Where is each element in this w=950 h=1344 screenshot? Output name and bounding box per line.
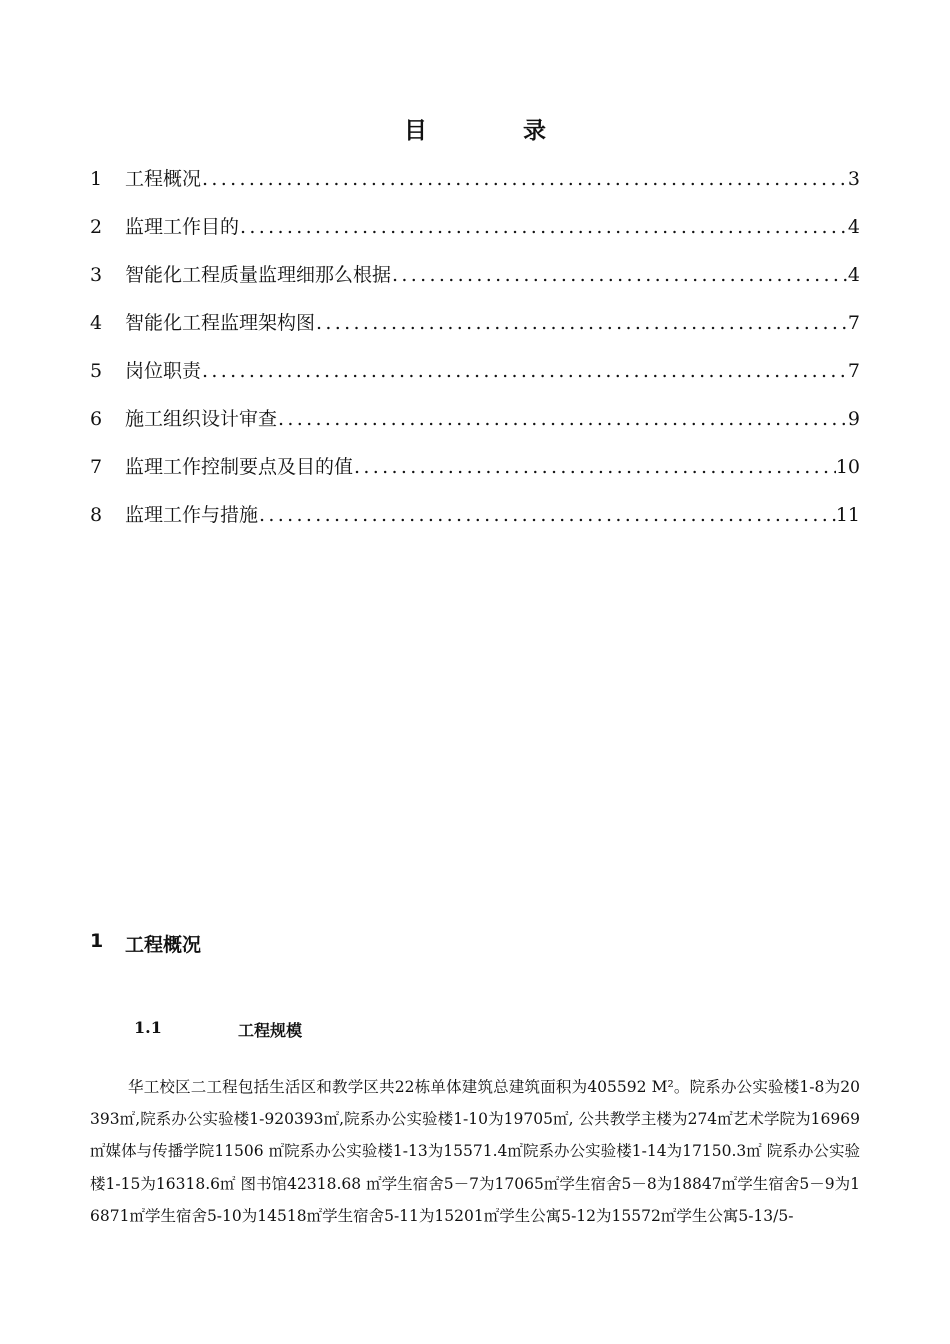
toc-entry-text: 监理工作目的 [125,216,240,238]
toc-entry-8[interactable] [90,498,860,546]
toc-entry-number: 5 [90,360,103,382]
section-title: 工程概况 [125,934,202,956]
toc-entry-page: 4 [847,264,860,286]
section-number: 1 [90,930,104,952]
toc-entry-1[interactable] [90,162,860,210]
toc-dot-leader [240,210,848,244]
subsection-title: 工程规模 [238,1021,303,1040]
subsection-number: 1.1 [134,1018,162,1037]
toc-dot-leader [354,450,836,484]
toc-entry-page: 9 [847,408,860,430]
toc-entry-number: 7 [90,456,103,478]
toc-entry-number: 3 [90,264,103,286]
toc-entry-7[interactable] [90,450,860,498]
toc-dot-leader [202,354,848,388]
toc-entry-page: 7 [847,360,860,382]
toc-title: 目 录 [403,118,590,144]
toc-entry-6[interactable] [90,402,860,450]
toc-dot-leader [316,306,848,340]
toc-entry-page: 4 [847,216,860,238]
toc-dot-leader [392,258,848,292]
section-heading [90,930,201,957]
toc-entry-text: 工程概况 [125,168,202,190]
toc-entry-text: 智能化工程监理架构图 [125,312,316,334]
toc-dot-leader [202,162,848,196]
toc-dot-leader [259,498,836,532]
toc-entry-number: 4 [90,312,103,334]
toc-entry-number: 2 [90,216,103,238]
toc-entry-3[interactable] [90,258,860,306]
toc-entry-page: 3 [847,168,860,190]
toc-entry-text: 施工组织设计审查 [125,408,278,430]
toc-entry-page: 11 [835,504,860,526]
toc-entry-5[interactable] [90,354,860,402]
toc-entry-text: 智能化工程质量监理细那么根据 [125,264,392,286]
toc-entry-text: 监理工作控制要点及目的值 [125,456,354,478]
toc-entry-4[interactable] [90,306,860,354]
toc-entry-text: 监理工作与措施 [125,504,259,526]
toc-entry-2[interactable] [90,210,860,258]
toc-entry-number: 6 [90,408,103,430]
toc-dot-leader [278,402,848,436]
body-paragraph: 华工校区二工程包括生活区和教学区共22栋单体建筑总建筑面积为405592 M²。院系办公实验楼1-8为20393㎡,院系办公实验楼1-920393㎡,院系办公实验楼1-10为19705㎡, 公共教学主楼为274㎡艺术学院为16969 ㎡媒体与传播学院11506 ㎡院系办公实验楼1-13为15571.4㎡院系办公实验楼1-14为17150.3㎡ 院系办公实验楼1-15为16318.6㎡ 图书馆42318.68 ㎡学生宿舍5－7为17065㎡学生宿舍5－8为18847㎡学生宿舍5－9为16871㎡学生宿舍5-10为14518㎡学生宿舍5-11为15201㎡学生公寓5-12为15572㎡学生公寓5-13/5- [90,1078,860,1225]
toc-entry-number: 1 [90,168,103,190]
toc-entry-number: 8 [90,504,103,526]
subsection-heading [134,1018,302,1041]
toc-entry-text: 岗位职责 [125,360,202,382]
toc-entry-page: 7 [847,312,860,334]
table-of-contents [90,162,860,546]
toc-entry-page: 10 [835,456,860,478]
